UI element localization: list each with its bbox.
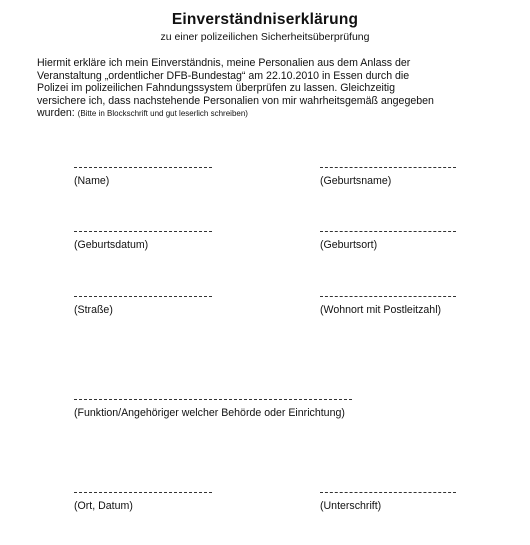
function-label: (Funktion/Angehöriger welcher Behörde oder Einrichtung) [74,407,345,419]
place-date-field[interactable] [74,492,212,512]
intro-line-4: versichere ich, dass nachstehende Personalien von mir wahrheitsgemäß angegeben [37,94,434,107]
residence-field[interactable] [320,296,456,316]
signature-label: (Unterschrift) [320,500,382,512]
intro-line-2: Veranstaltung „ordentlicher DFB-Bundestag“ am 22.10.2010 in Essen durch die [37,69,410,82]
intro-line-3: Polizei im polizeilichen Fahndungssystem überprüfen zu lassen. Gleichzeitig [37,82,396,95]
name-field[interactable] [74,167,212,187]
intro-line-1: Hiermit erkläre ich mein Einverständnis, meine Personalien aus dem Anlass der [37,57,411,69]
birth-name-field[interactable] [320,167,456,187]
name-line[interactable] [74,167,212,169]
signature-line[interactable] [320,492,456,494]
street-label: (Straße) [74,304,113,316]
function-field[interactable] [74,399,352,419]
birth-name-line[interactable] [320,167,456,169]
residence-line[interactable] [320,296,456,298]
birth-place-label: (Geburtsort) [320,239,378,251]
place-date-label: (Ort, Datum) [74,500,133,512]
form-subtitle: zu einer polizeilichen Sicherheitsüberprüfung [160,31,370,43]
birth-date-line[interactable] [74,231,212,233]
signature-field[interactable] [320,492,456,512]
intro-note: (Bitte in Blockschrift und gut leserlich schreiben) [77,109,248,119]
function-line[interactable] [74,399,352,401]
street-field[interactable] [74,296,212,316]
birth-place-field[interactable] [320,231,456,251]
intro-line-5 [37,107,517,121]
birth-place-line[interactable] [320,231,456,233]
name-label: (Name) [74,175,110,187]
form-title: Einverständniserklärung [171,11,359,28]
intro-paragraph [37,57,517,121]
intro-last-text: wurden: [37,107,75,120]
birth-date-label: (Geburtsdatum) [74,239,149,251]
street-line[interactable] [74,296,212,298]
place-date-line[interactable] [74,492,212,494]
birth-date-field[interactable] [74,231,212,251]
residence-label: (Wohnort mit Postleitzahl) [320,304,442,316]
birth-name-label: (Geburtsname) [320,175,392,187]
